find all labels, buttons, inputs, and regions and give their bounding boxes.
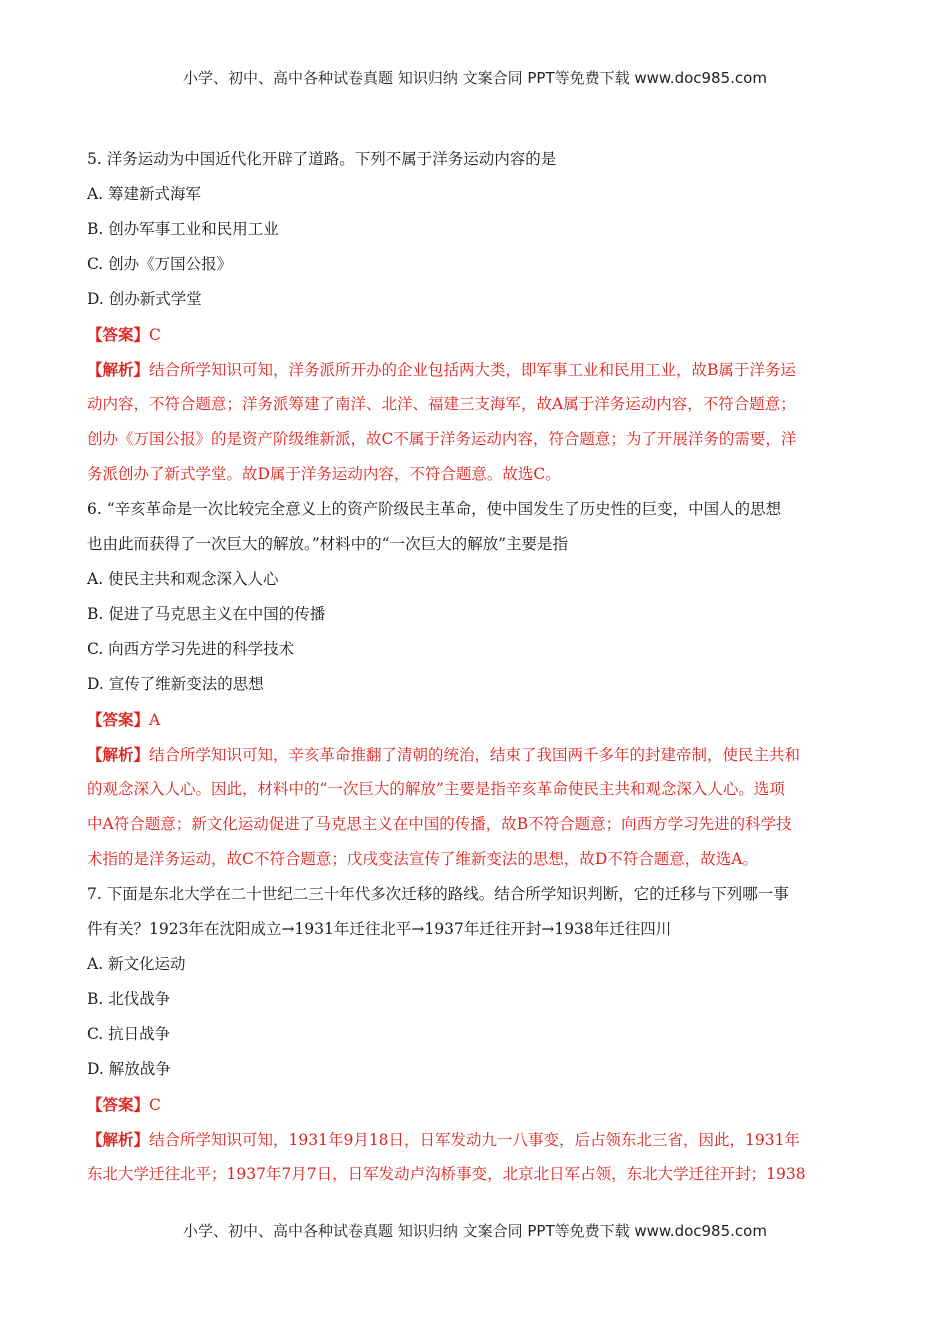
answer-value: A bbox=[149, 711, 161, 729]
analysis-label: 【解析】 bbox=[87, 1130, 150, 1149]
analysis-line: 东北大学迁往北平；1937年7月7日，日军发动卢沟桥事变，北京北日军占领，东北大学迁往开封；1938 bbox=[87, 1165, 806, 1183]
option-d: D. 解放战争 bbox=[87, 1060, 171, 1078]
question-7 bbox=[87, 877, 862, 1192]
answer-line bbox=[87, 702, 862, 737]
question-stem: 也由此而获得了一次巨大的解放。”材料中的“一次巨大的解放”主要是指 bbox=[87, 535, 569, 553]
analysis-line: 中A符合题意；新文化运动促进了马克思主义在中国的传播，故B不符合题意；向西方学习先进的科学技 bbox=[87, 815, 792, 833]
analysis-line: 术指的是洋务运动，故C不符合题意；戊戌变法宣传了维新变法的思想，故D不符合题意，故选A。 bbox=[87, 850, 758, 868]
answer-label: 【答案】 bbox=[87, 1095, 150, 1114]
option-b: B. 北伐战争 bbox=[87, 990, 171, 1008]
analysis-line: 动内容，不符合题意；洋务派筹建了南洋、北洋、福建三支海军，故A属于洋务运动内容，不符合题意； bbox=[87, 395, 796, 413]
question-list bbox=[87, 142, 862, 1192]
option-d: D. 创办新式学堂 bbox=[87, 290, 202, 308]
analysis-text: 结合所学知识可知，1931年9月18日，日军发动九一八事变，后占领东北三省，因此，1931年 bbox=[149, 1131, 800, 1149]
header-banner: 小学、初中、高中各种试卷真题 知识归纳 文案合同 PPT等免费下载 www.doc985.com bbox=[183, 69, 767, 87]
question-stem: 5. 洋务运动为中国近代化开辟了道路。下列不属于洋务运动内容的是 bbox=[87, 150, 557, 168]
option-a: A. 使民主共和观念深入人心 bbox=[87, 570, 279, 588]
analysis-line: 务派创办了新式学堂。故D属于洋务运动内容，不符合题意。故选C。 bbox=[87, 465, 561, 483]
option-a: A. 筹建新式海军 bbox=[87, 185, 202, 203]
question-stem: 6. “辛亥革命是一次比较完全意义上的资产阶级民主革命，使中国发生了历史性的巨变，中国人的思想 bbox=[87, 500, 782, 518]
option-c: C. 创办《万国公报》 bbox=[87, 255, 233, 273]
answer-label: 【答案】 bbox=[87, 710, 150, 729]
analysis-text: 结合所学知识可知，辛亥革命推翻了清朝的统治，结束了我国两千多年的封建帝制，使民主共和 bbox=[149, 746, 801, 764]
analysis-line bbox=[87, 737, 862, 772]
analysis-line bbox=[87, 352, 862, 387]
analysis-line: 的观念深入人心。因此，材料中的“一次巨大的解放”主要是指辛亥革命使民主共和观念深入人心。选项 bbox=[87, 780, 785, 798]
analysis-line: 创办《万国公报》的是资产阶级维新派，故C不属于洋务运动内容，符合题意；为了开展洋务的需要，洋 bbox=[87, 430, 797, 448]
analysis-line bbox=[87, 1122, 862, 1157]
option-b: B. 创办军事工业和民用工业 bbox=[87, 220, 279, 238]
option-a: A. 新文化运动 bbox=[87, 955, 186, 973]
option-c: C. 向西方学习先进的科学技术 bbox=[87, 640, 295, 658]
answer-line bbox=[87, 317, 862, 352]
answer-label: 【答案】 bbox=[87, 325, 150, 344]
analysis-text: 结合所学知识可知，洋务派所开办的企业包括两大类，即军事工业和民用工业，故B属于洋务运 bbox=[149, 361, 796, 379]
question-stem: 件有关？1923年在沈阳成立→1931年迁往北平→1937年迁往开封→1938年迁往四川 bbox=[87, 920, 672, 938]
option-b: B. 促进了马克思主义在中国的传播 bbox=[87, 605, 326, 623]
analysis-label: 【解析】 bbox=[87, 745, 150, 764]
question-stem: 7. 下面是东北大学在二十世纪二三十年代多次迁移的路线。结合所学知识判断，它的迁移与下列哪一事 bbox=[87, 885, 789, 903]
footer-banner: 小学、初中、高中各种试卷真题 知识归纳 文案合同 PPT等免费下载 www.doc985.com bbox=[183, 1222, 767, 1240]
option-d: D. 宣传了维新变法的思想 bbox=[87, 675, 264, 693]
question-6 bbox=[87, 492, 862, 877]
answer-value: C bbox=[149, 326, 161, 344]
option-c: C. 抗日战争 bbox=[87, 1025, 171, 1043]
answer-value: C bbox=[149, 1096, 161, 1114]
analysis-label: 【解析】 bbox=[87, 360, 150, 379]
question-5 bbox=[87, 142, 862, 492]
answer-line bbox=[87, 1087, 862, 1122]
